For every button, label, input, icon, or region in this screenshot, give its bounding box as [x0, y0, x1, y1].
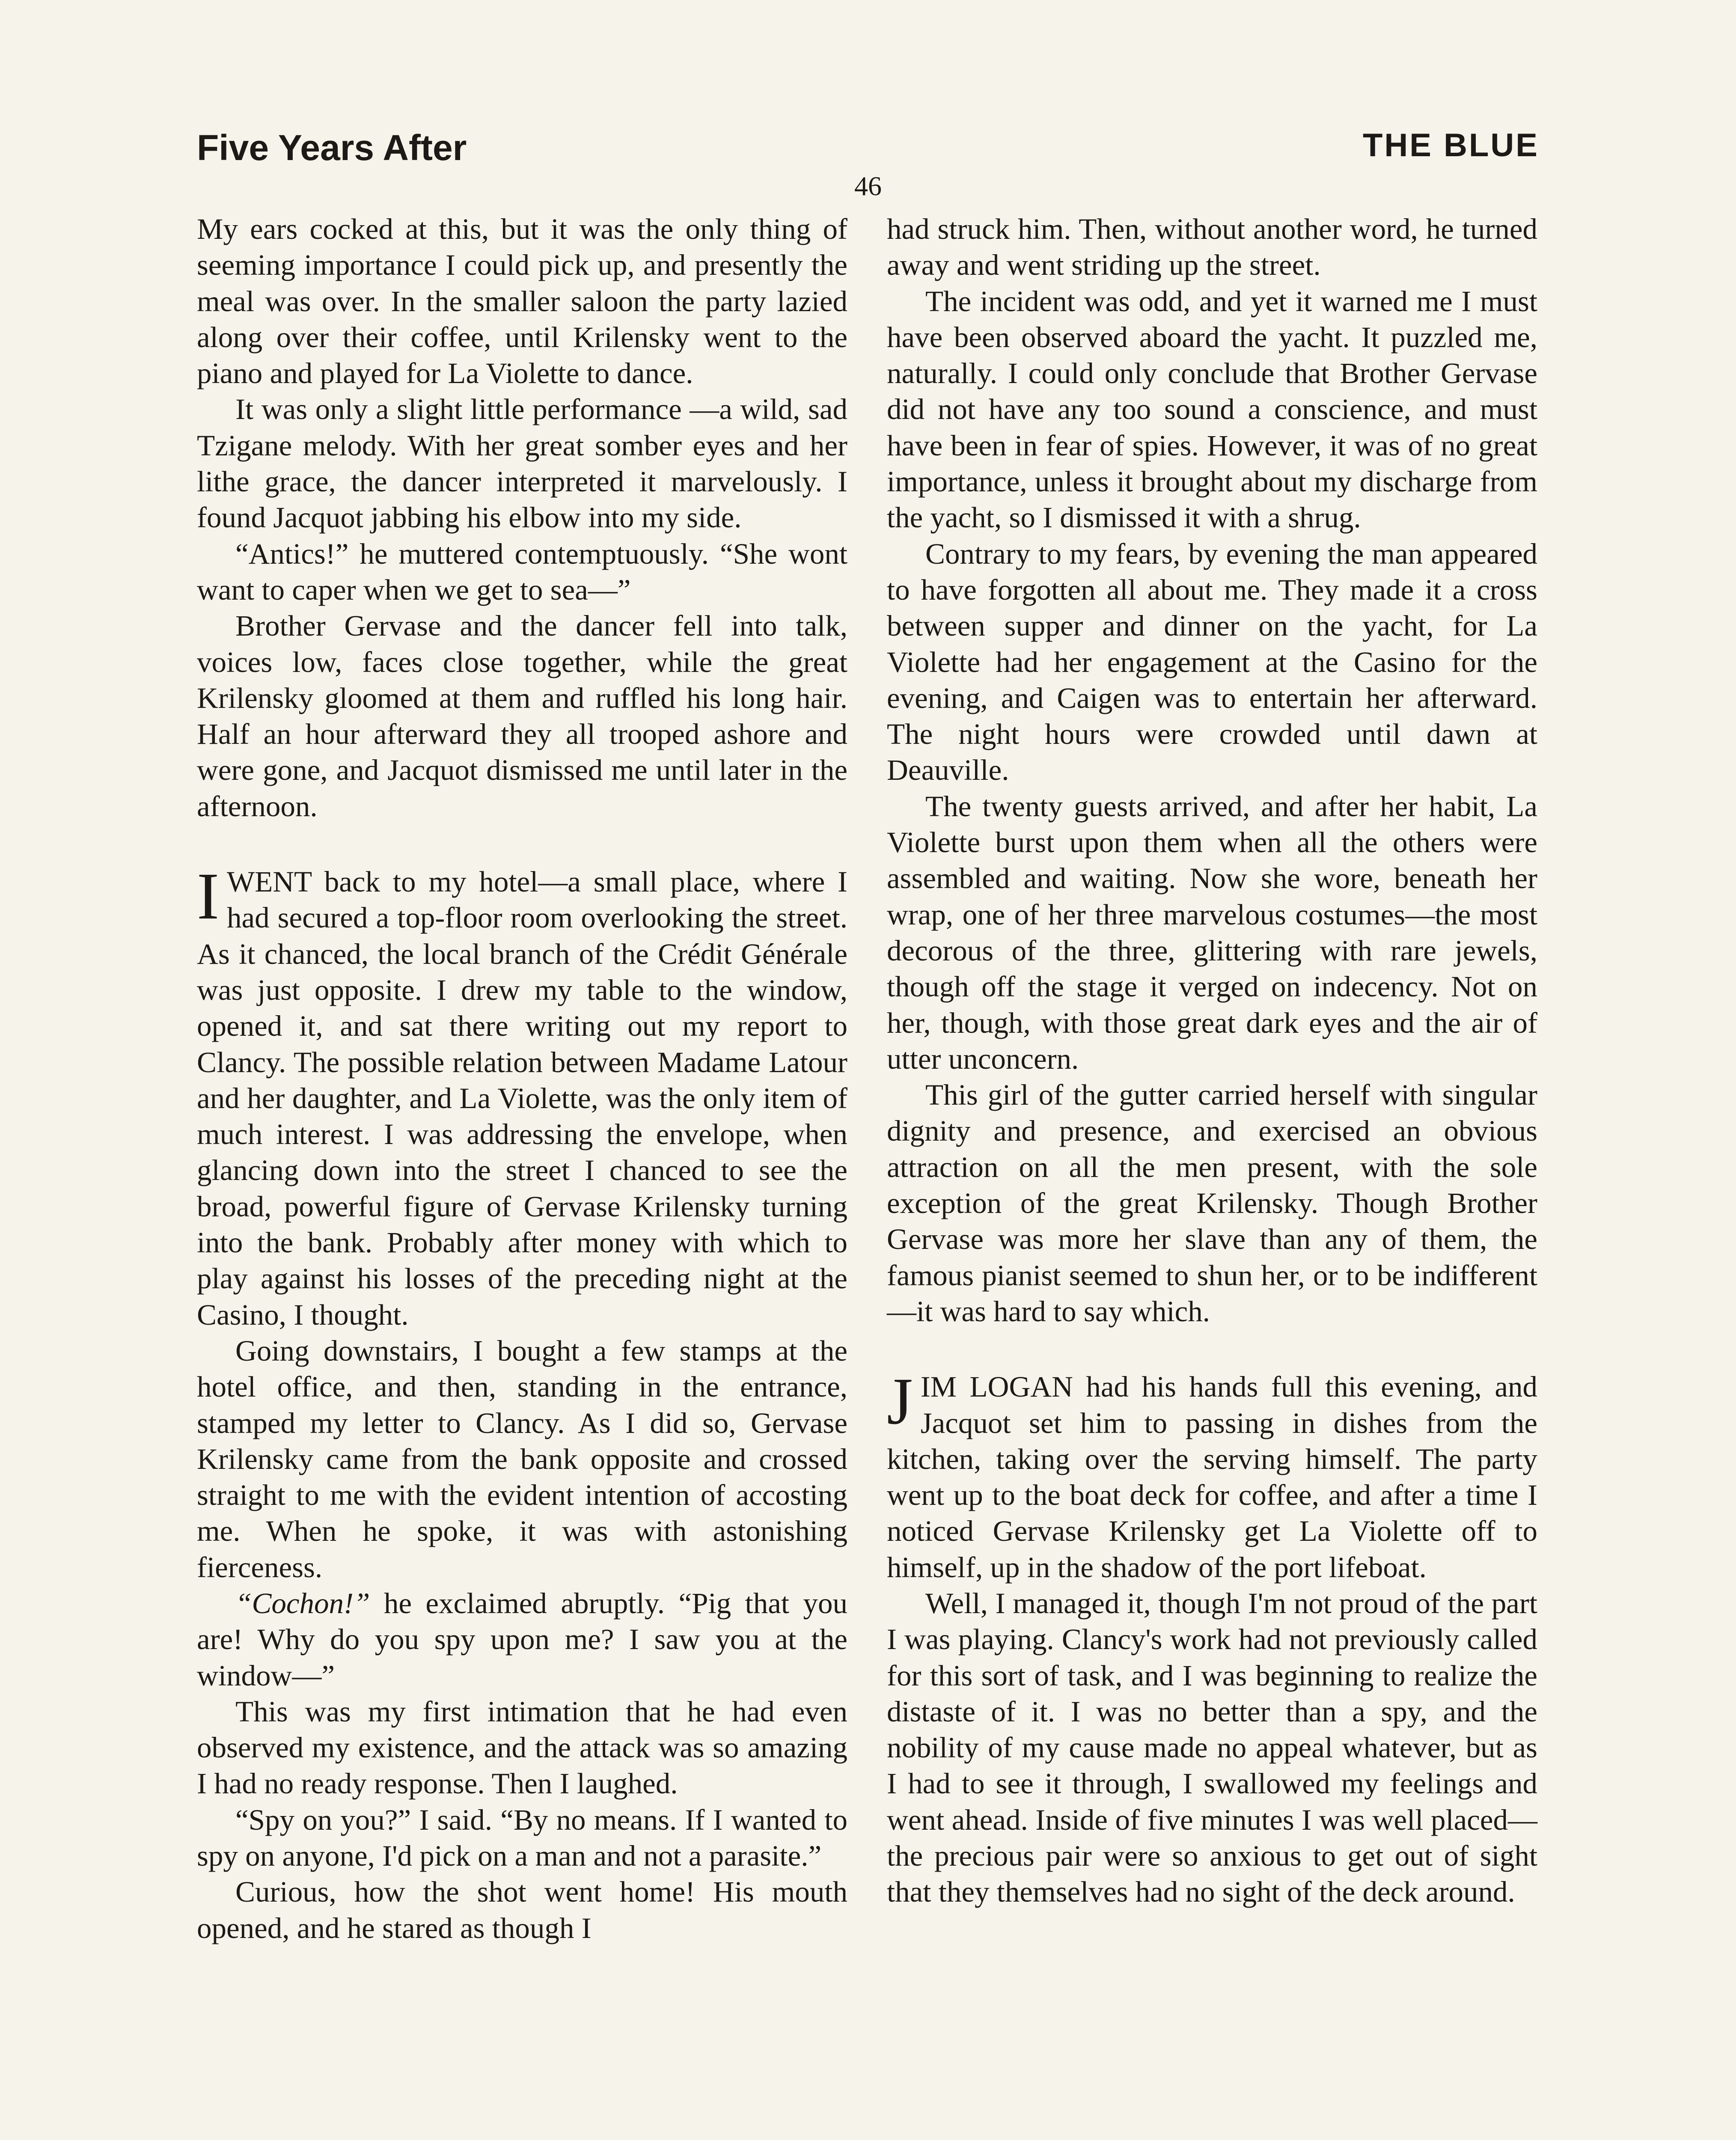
- left-column: [197, 211, 847, 1946]
- paragraph: Going downstairs, I bought a few stamps at the hotel office, and then, standing in the entrance, stamped my letter to Clancy. As I did so, Gervase Krilensky came from the bank opposite and crossed straight to me with the evident intention of accosting me. When he spoke, it was with astonishing fierceness.: [197, 1334, 847, 1584]
- paragraph: Brother Gervase and the dancer fell into talk, voices low, faces close together, while the great Krilensky gloomed at them and ruffled his long hair. Half an hour afterward they all trooped ashore and were gone, and Jacquot dismissed me until later in the afternoon.: [197, 609, 847, 823]
- section-paragraph: [887, 1364, 1537, 1585]
- paragraph: Well, I managed it, though I'm not proud of the part I was playing. Clancy's work had not previously called for this sort of task, and I was beginning to realize the distaste of it. I was no better than a spy, and the nobility of my cause made no appeal whatever, but as I had to see it through, I swallowed my feelings and went ahead. Inside of five minutes I was well placed—the precious pair were so anxious to get out of sight that they themselves had no sight of the deck around.: [887, 1587, 1537, 1908]
- drop-cap: J: [887, 1364, 913, 1439]
- section-paragraph: [197, 859, 847, 1333]
- paragraph: had struck him. Then, without another word, he turned away and went striding up the street.: [887, 213, 1537, 282]
- paragraph: The incident was odd, and yet it warned me I must have been observed aboard the yacht. It puzzled me, naturally. I could only conclude that Brother Gervase did not have any too sound a conscience, and must have been in fear of spies. However, it was of no great importance, unless it brought about my discharge from the yacht, so I dismissed it with a shrug.: [887, 285, 1537, 534]
- story-title: Five Years After: [197, 128, 467, 168]
- paragraph: Curious, how the shot went home! His mouth opened, and he stared as though I: [197, 1875, 847, 1944]
- page-number: 46: [854, 171, 882, 201]
- italic-exclamation: “Cochon!”: [235, 1587, 370, 1620]
- paragraph: The twenty guests arrived, and after her habit, La Violette burst upon them when all the others were assembled and waiting. Now she wore, beneath her wrap, one of her three marvelous costumes—the most decorous of the three, glittering with rare jewels, though off the stage it verged on indecency. Not on her, though, with those great dark eyes and the air of utter unconcern.: [887, 790, 1537, 1075]
- paragraph: [197, 1585, 847, 1694]
- drop-cap: I: [197, 859, 219, 933]
- paragraph: It was only a slight little performance —a wild, sad Tzigane melody. With her great somber eyes and her lithe grace, the dancer interpreted it marvelously. I found Jacquot jabbing his elbow into my side.: [197, 393, 847, 534]
- running-head: [197, 124, 1539, 171]
- right-column: [887, 211, 1537, 1910]
- paragraph: My ears cocked at this, but it was the only thing of seeming importance I could pick up, and presently the meal was over. In the smaller saloon the party lazied along over their coffee, until Krilensky went to the piano and played for La Violette to dance.: [197, 213, 847, 390]
- paragraph-text: he exclaimed abruptly. “Pig that you are! Why do you spy upon me? I saw you at the window—”: [197, 1587, 847, 1692]
- paragraph: “Antics!” he muttered contemptuously. “She wont want to caper when we get to sea—”: [197, 537, 847, 606]
- magazine-title: THE BLUE: [1363, 127, 1539, 163]
- paragraph: “Spy on you?” I said. “By no means. If I wanted to spy on anyone, I'd pick on a man and not a parasite.”: [197, 1803, 847, 1872]
- paragraph: Contrary to my fears, by evening the man appeared to have forgotten all about me. They made it a cross between supper and dinner on the yacht, for La Violette had her engagement at the Casino for the evening, and Caigen was to entertain her afterward. The night hours were crowded until dawn at Deauville.: [887, 537, 1537, 787]
- paragraph-text: IM LOGAN had his hands full this evening, and Jacquot set him to passing in dishes from the kitchen, taking over the serving himself. The party went up to the boat deck for coffee, and after a time I noticed Gervase Krilensky get La Violette off to himself, up in the shadow of the port lifeboat.: [887, 1370, 1537, 1584]
- paragraph: This was my first intimation that he had even observed my existence, and the attack was so amazing I had no ready response. Then I laughed.: [197, 1695, 847, 1800]
- paragraph: This girl of the gutter carried herself with singular dignity and presence, and exercised an obvious attraction on all the men present, with the sole exception of the great Krilensky. Though Brother Gervase was more her slave than any of them, the famous pianist seemed to shun her, or to be indifferent—it was hard to say which.: [887, 1079, 1537, 1328]
- paragraph-text: WENT back to my hotel—a small place, where I had secured a top-floor room overlooking the street. As it chanced, the local branch of the Crédit Générale was just opposite. I drew my table to the window, opened it, and sat there writing out my report to Clancy. The possible relation between Madame Latour and her daughter, and La Violette, was the only item of much interest. I was addressing the envelope, when glancing down into the street I chanced to see the broad, powerful figure of Gervase Krilensky turning into the bank. Probably after money with which to play against his losses of the preceding night at the Casino, I thought.: [197, 865, 847, 1331]
